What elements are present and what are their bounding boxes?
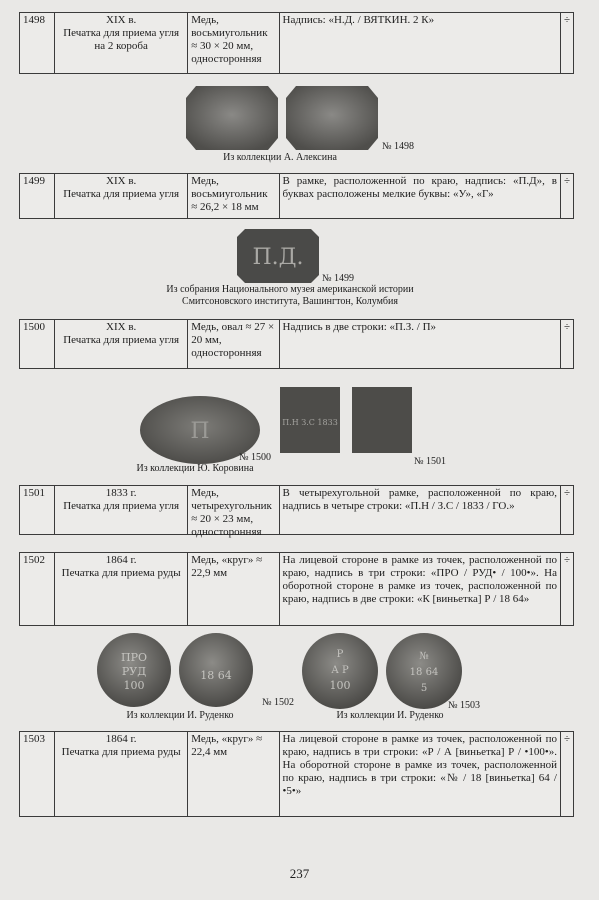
- entry-material: Медь, восьмиугольник ≈ 30 × 20 мм, односторонняя: [188, 13, 279, 73]
- entry-date: XIX в.: [106, 175, 137, 187]
- entry-material: Медь, четырехугольник ≈ 20 × 23 мм, односторонняя: [188, 486, 279, 534]
- entry-type: Печатка для приема угля: [63, 334, 180, 346]
- entry-number: 1500: [20, 320, 55, 368]
- token-1502-image: [96, 631, 256, 709]
- entry-date-type: [55, 486, 188, 534]
- entry-row-1503: [19, 731, 574, 817]
- entry-description: В рамке, расположенной по краю, надпись: «П.Д», в буквах расположены мелкие буквы: «У», «Г»: [280, 174, 561, 218]
- page-number: 237: [289, 866, 310, 881]
- figure-caption-1498: Из коллекции А. Алексина: [223, 152, 337, 163]
- figure-number-1503: № 1503: [448, 700, 481, 711]
- seal-1501-reverse: [352, 387, 412, 453]
- entry-type: Печатка для приема руды: [61, 567, 181, 579]
- token-1502-line3: 100: [123, 679, 145, 692]
- seal-1501-inscription: П.Н З.С 1833: [282, 418, 338, 427]
- entry-rarity: [561, 13, 573, 73]
- entry-number: 1502: [20, 553, 55, 625]
- token-1502-line1: ПРО: [120, 651, 148, 664]
- entry-rarity: [561, 732, 573, 816]
- entry-description: В четырехугольной рамке, расположенной по краю, надпись в четыре строки: «П.Н / З.С / 1833 / ГО.»: [280, 486, 561, 534]
- seal-1498-obverse: [186, 86, 278, 150]
- figure-caption-1502: Из коллекции И. Руденко: [126, 710, 234, 721]
- entry-description: На лицевой стороне в рамке из точек, расположенной по краю, надпись в три строки: «ПРО / РУД• / 100•». На оборотной стороне в рамке из точек, расположенной по краю, надпись в две строки: «К [виньетка] Р / 18 64»: [280, 553, 561, 625]
- entry-rarity: [561, 320, 573, 368]
- entry-number: 1501: [20, 486, 55, 534]
- figure-number-1500: № 1500: [239, 452, 272, 463]
- figure-number-1499: № 1499: [322, 273, 355, 284]
- seal-1500-inscription: П: [190, 419, 210, 444]
- entry-description: На лицевой стороне в рамке из точек, расположенной по краю, надпись в три строки: «Р / А [виньетка] Р / •100•». На оборотной стороне в рамке из точек, расположенной по краю, надпись в три строки: «№ / 18 [виньетка] 64 / •5•»: [280, 732, 561, 816]
- entry-material: Медь, «круг» ≈ 22,9 мм: [188, 553, 279, 625]
- entry-type: Печатка для приема руды: [61, 746, 181, 758]
- figure-caption-1499: Из собрания Национального музея американской истории Смитсоновского института, Вашингтон, Колумбия: [166, 284, 414, 307]
- rarity-mark: ÷: [563, 321, 571, 333]
- token-1503-line3: 100: [329, 679, 351, 692]
- rarity-mark: ÷: [563, 554, 571, 566]
- entry-row-1501: [19, 485, 574, 538]
- token-1502-reverse-line: 18 64: [200, 669, 232, 682]
- entry-row-1499: [19, 173, 574, 219]
- entry-date-type: [55, 553, 188, 625]
- figure-caption-1500: Из коллекции Ю. Коровина: [136, 463, 254, 474]
- token-1502-line2: РУД: [121, 665, 147, 678]
- seal-1498-reverse: [286, 86, 378, 150]
- entry-date-type: [55, 174, 188, 218]
- token-1503-line1: Р: [336, 649, 344, 660]
- figure-number-1498: № 1498: [382, 141, 415, 152]
- entry-date: 1864 г.: [105, 733, 137, 745]
- entry-date-type: [55, 320, 188, 368]
- entry-material: Медь, овал ≈ 27 × 20 мм, односторонняя: [188, 320, 279, 368]
- entry-number: 1499: [20, 174, 55, 218]
- entry-description: Надпись: «Н.Д. / ВЯТКИН. 2 К»: [280, 13, 561, 73]
- entry-number: 1498: [20, 13, 55, 73]
- figure-number-1502: № 1502: [262, 697, 295, 708]
- seal-1499-inscription: П.Д.: [252, 245, 304, 270]
- entry-type: Печатка для приема угля: [63, 188, 180, 200]
- entry-date: XIX в.: [106, 321, 137, 333]
- entry-date: XIX в.: [106, 14, 137, 26]
- token-1503-reverse-line1: №: [419, 651, 429, 662]
- entry-number: 1503: [20, 732, 55, 816]
- entry-rarity: [561, 486, 573, 534]
- entry-date-type: [55, 13, 188, 73]
- rarity-mark: ÷: [563, 733, 571, 745]
- token-1503-line2: А Р: [331, 665, 349, 676]
- entry-rarity: [561, 553, 573, 625]
- entry-row-1498: [19, 12, 574, 74]
- rarity-mark: ÷: [563, 487, 571, 499]
- seal-1498-image: [182, 82, 382, 154]
- entry-description: Надпись в две строки: «П.З. / П»: [280, 320, 561, 368]
- entry-row-1500: [19, 319, 574, 369]
- seal-1499-image: [235, 227, 321, 285]
- entry-date: 1833 г.: [105, 487, 137, 499]
- entry-type: Печатка для приема угля: [63, 500, 180, 512]
- entry-row-1502: [19, 552, 574, 626]
- figure-caption-1503: Из коллекции И. Руденко: [336, 710, 444, 721]
- rarity-mark: ÷: [563, 175, 571, 187]
- rarity-mark: ÷: [563, 14, 571, 26]
- seal-1501-image: [278, 385, 414, 455]
- entry-material: Медь, «круг» ≈ 22,4 мм: [188, 732, 279, 816]
- entry-date-type: [55, 732, 188, 816]
- entry-rarity: [561, 174, 573, 218]
- entry-date: 1864 г.: [105, 554, 137, 566]
- figure-number-1501: № 1501: [414, 456, 447, 467]
- token-1503-image: [300, 631, 466, 711]
- entry-material: Медь, восьмиугольник ≈ 26,2 × 18 мм: [188, 174, 279, 218]
- entry-type: Печатка для приема угля на 2 короба: [63, 27, 180, 52]
- token-1503-reverse-line2: 18 64: [409, 667, 439, 678]
- token-1503-reverse-line3: 5: [420, 683, 428, 694]
